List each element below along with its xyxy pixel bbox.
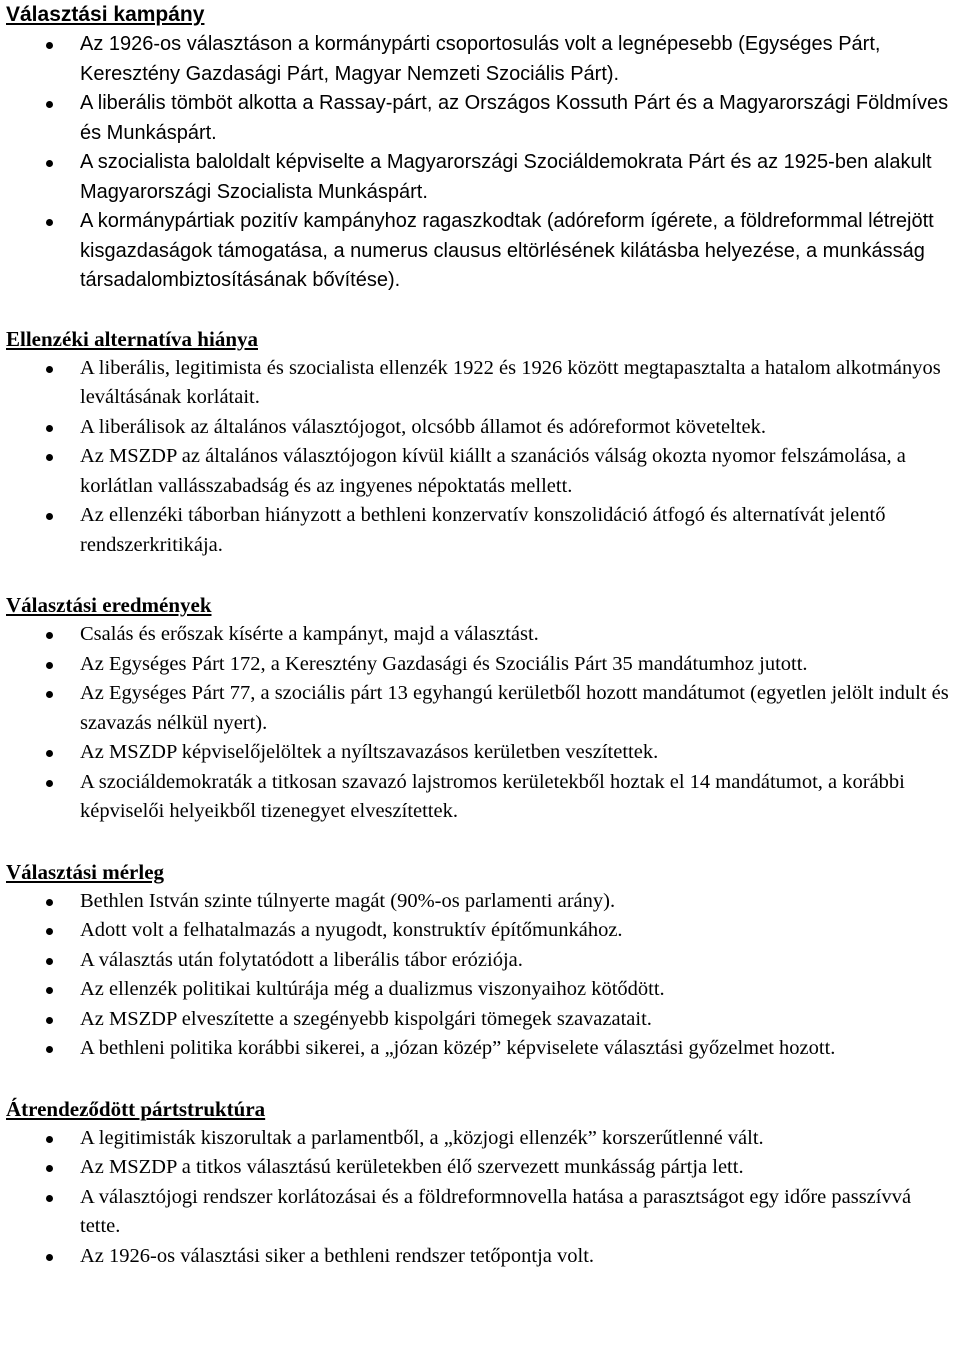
bullet-list bbox=[6, 620, 954, 827]
list-item-text: A liberális tömböt alkotta a Rassay-párt, az Országos Kossuth Párt és a Magyarországi Földmíves és Munkáspárt. bbox=[80, 92, 949, 144]
list-item bbox=[6, 1034, 954, 1064]
list-item-text: Az ellenzéki táborban hiányzott a bethleni konzervatív konszolidáció átfogó és alternatívát jelentő rendszerkritikája. bbox=[80, 504, 886, 556]
list-item bbox=[6, 1005, 954, 1035]
list-item-text: Az MSZDP képviselőjelöltek a nyíltszavazásos kerületben veszítettek. bbox=[80, 741, 659, 763]
list-item bbox=[6, 679, 954, 738]
list-item bbox=[6, 1242, 954, 1272]
list-item-text: A liberálisok az általános választójogot, olcsóbb államot és adóreformot követeltek. bbox=[80, 415, 766, 438]
list-item bbox=[6, 946, 954, 976]
section-heading: Választási kampány bbox=[6, 3, 205, 26]
list-item bbox=[6, 887, 954, 917]
list-item-text: Bethlen István szinte túlnyerte magát (90%-os parlamenti arány). bbox=[80, 889, 616, 912]
section-valasztasi-merleg bbox=[6, 857, 954, 1064]
section-heading: Választási mérleg bbox=[6, 859, 165, 884]
bullet-icon bbox=[46, 958, 53, 965]
bullet-icon bbox=[46, 750, 53, 757]
list-item-text: Az Egységes Párt 77, a szociális párt 13 egyhangú kerületből hozott mandátumot (egyetlen jelölt indult és szavazás nélkül nyert). bbox=[80, 682, 949, 734]
list-item bbox=[6, 1153, 954, 1183]
list-item bbox=[6, 413, 954, 443]
section-ellenzeki-alternativa bbox=[6, 324, 954, 561]
bullet-icon bbox=[46, 1046, 53, 1053]
list-item bbox=[6, 916, 954, 946]
bullet-icon bbox=[46, 454, 53, 461]
bullet-icon bbox=[46, 1254, 53, 1261]
section-valasztasi-kampany bbox=[6, 0, 954, 296]
list-item bbox=[6, 1183, 954, 1242]
list-item bbox=[6, 89, 954, 148]
section-heading: Átrendeződött pártstruktúra bbox=[6, 1096, 266, 1121]
list-item-text: Adott volt a felhatalmazás a nyugodt, konstruktív építőmunkához. bbox=[80, 919, 623, 941]
bullet-icon bbox=[46, 219, 53, 226]
list-item bbox=[6, 1124, 954, 1154]
bullet-icon bbox=[46, 987, 53, 994]
list-item bbox=[6, 650, 954, 680]
list-item bbox=[6, 768, 954, 827]
list-item bbox=[6, 354, 954, 413]
section-heading: Ellenzéki alternatíva hiánya bbox=[6, 326, 258, 351]
bullet-icon bbox=[46, 425, 53, 432]
section-heading: Választási eredmények bbox=[6, 593, 212, 617]
list-item-text: Az MSZDP a titkos választású kerületekben élő szervezett munkásság pártja lett. bbox=[80, 1156, 744, 1178]
bullet-icon bbox=[46, 160, 53, 167]
list-item bbox=[6, 620, 954, 650]
bullet-list bbox=[6, 30, 954, 296]
list-item-text: A legitimisták kiszorultak a parlamentből, a „közjogi ellenzék” korszerűtlenné vált. bbox=[80, 1126, 764, 1149]
list-item-text: Az ellenzék politikai kultúrája még a dualizmus viszonyaihoz kötődött. bbox=[80, 978, 665, 1000]
list-item bbox=[6, 148, 954, 207]
bullet-icon bbox=[46, 1017, 53, 1024]
list-item-text: A kormánypártiak pozitív kampányhoz ragaszkodtak (adóreform ígérete, a földreformmal létrejött kisgazdaságok támogatása, a numerus clausus eltörlésének kilátásba helyezése, a munkásság társadalombiztosításának bővítése). bbox=[80, 210, 934, 291]
list-item-text: Csalás és erőszak kísérte a kampányt, majd a választást. bbox=[80, 623, 539, 645]
list-item-text: Az 1926-os választási siker a bethleni rendszer tetőpontja volt. bbox=[80, 1244, 595, 1267]
bullet-icon bbox=[46, 366, 53, 373]
list-item-text: A liberális, legitimista és szocialista ellenzék 1922 és 1926 között megtapasztalta a hatalom alkotmányos leváltásának korlátait. bbox=[80, 356, 941, 408]
bullet-icon bbox=[46, 513, 53, 520]
list-item-text: A szociáldemokraták a titkosan szavazó lajstromos kerületekből hoztak el 14 mandátumot, a korábbi képviselői helyeikből tizenegyet elveszítettek. bbox=[80, 770, 905, 822]
section-valasztasi-eredmenyek bbox=[6, 590, 954, 827]
bullet-icon bbox=[46, 1165, 53, 1172]
list-item bbox=[6, 442, 954, 501]
bullet-icon bbox=[46, 662, 53, 669]
list-item-text: A választójogi rendszer korlátozásai és a földreformnovella hatása a parasztságot egy időre passzívvá tette. bbox=[80, 1185, 912, 1237]
bullet-icon bbox=[46, 632, 53, 639]
list-item bbox=[6, 975, 954, 1005]
bullet-list bbox=[6, 887, 954, 1064]
section-atrendezodott-partstruktura bbox=[6, 1094, 954, 1272]
list-item bbox=[6, 501, 954, 560]
list-item-text: Az MSZDP az általános választójogon kívül kiállt a szanációs válság okozta nyomor felszámolása, a korlátlan vallásszabadság és az ingyenes népoktatás mellett. bbox=[80, 445, 906, 497]
bullet-icon bbox=[46, 899, 53, 906]
list-item bbox=[6, 738, 954, 768]
bullet-icon bbox=[46, 691, 53, 698]
list-item-text: Az 1926-os választáson a kormánypárti csoportosulás volt a legnépesebb (Egységes Párt, Keresztény Gazdasági Párt, Magyar Nemzeti Szociális Párt). bbox=[80, 33, 881, 85]
bullet-icon bbox=[46, 1136, 53, 1143]
list-item-text: Az MSZDP elveszítette a szegényebb kispolgári tömegek szavazatait. bbox=[80, 1007, 652, 1030]
list-item-text: Az Egységes Párt 172, a Keresztény Gazdasági és Szociális Párt 35 mandátumhoz jutott. bbox=[80, 652, 808, 675]
bullet-icon bbox=[46, 42, 53, 49]
list-item bbox=[6, 207, 954, 296]
list-item bbox=[6, 30, 954, 89]
list-item-text: A bethleni politika korábbi sikerei, a „józan közép” képviselete választási győzelmet hozott. bbox=[80, 1037, 836, 1059]
list-item-text: A szocialista baloldalt képviselte a Magyarországi Szociáldemokrata Párt és az 1925-ben alakult Magyarországi Szocialista Munkáspárt. bbox=[80, 151, 932, 203]
bullet-icon bbox=[46, 780, 53, 787]
bullet-icon bbox=[46, 101, 53, 108]
bullet-list bbox=[6, 1124, 954, 1272]
bullet-icon bbox=[46, 1195, 53, 1202]
bullet-icon bbox=[46, 928, 53, 935]
list-item-text: A választás után folytatódott a liberális tábor eróziója. bbox=[80, 948, 523, 971]
bullet-list bbox=[6, 354, 954, 561]
